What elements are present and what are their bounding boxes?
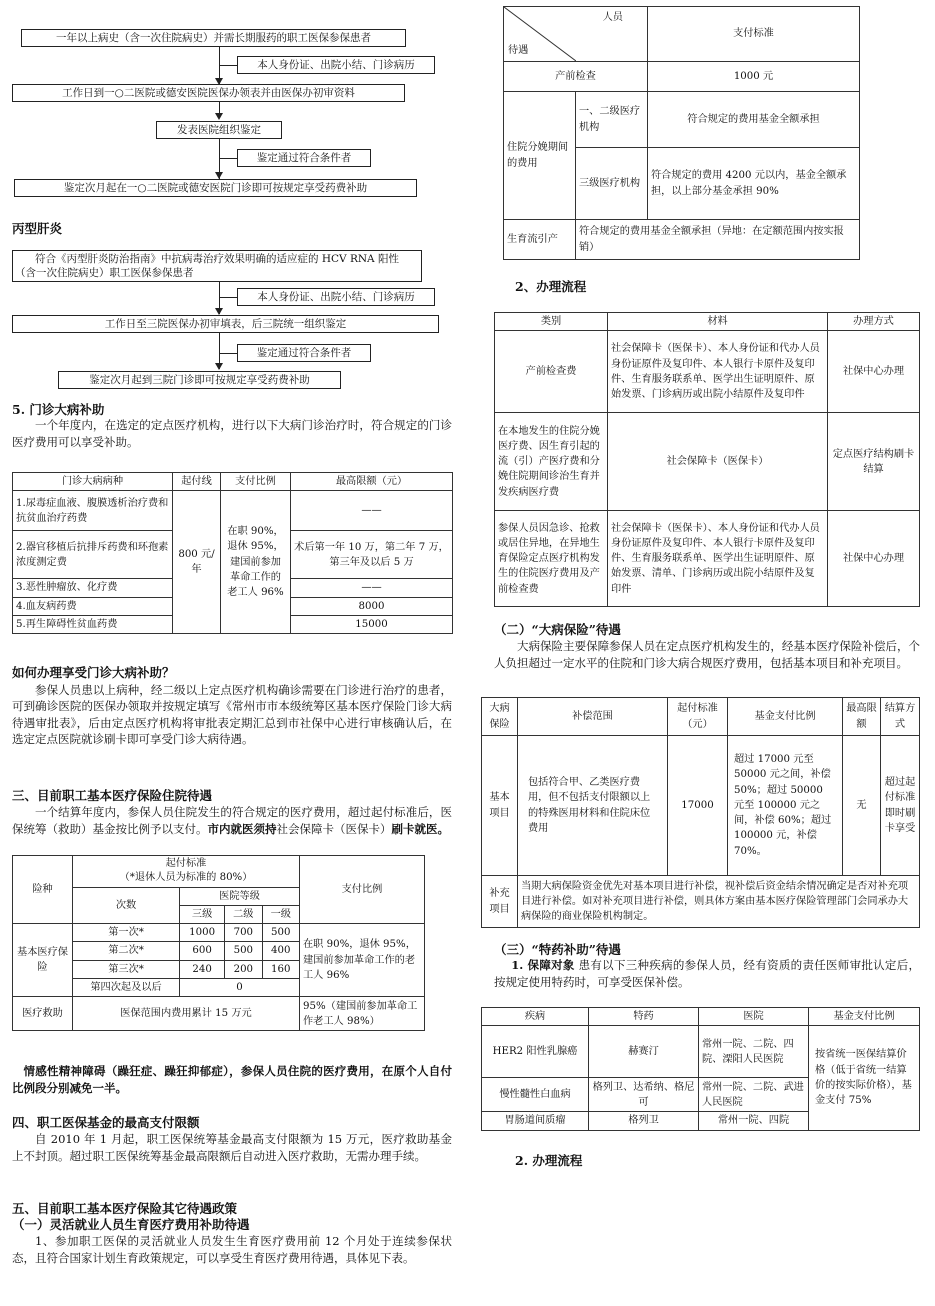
t3-corner [504,7,648,62]
t6-r3-hosp: 常州一院、四院 [699,1112,809,1130]
flow1-pass: 鉴定通过符合条件者 [237,149,371,167]
t4-h-type: 类别 [495,313,608,331]
t5-r1a: 基本项目 [482,736,518,876]
s3-text1: 一个结算年度内，参保人员住院发生的符合规定的医疗费用，超过起付标准后，医保统筹（救助）基金按比例予以支付。 [12,805,452,836]
s3-text-bold1: 市内就医须持 [207,821,277,836]
t2-relief-ratio: 95%（建国前参加革命工作老工人 98%） [300,997,425,1031]
flow1-step4: 鉴定次月起在一○二医院或德安医院门诊即可按规定享受药费补助 [14,179,417,197]
t6-r2-disease: 慢性髓性白血病 [482,1078,589,1112]
t4-r3b: 社会保障卡（医保卡）、本人身份证和代办人员身份证原件及复印件、本人银行卡原件及复印件、生育服务联系单、医学出生证明原件、原始发票、清单、门诊病历或出院小结原件及复印件 [608,511,828,607]
t5-h5: 结算方式 [881,698,920,736]
t2-h-qifu-a: 起付标准 [165,858,207,869]
s5b-sub: （一）灵活就业人员生育医疗费用补助待遇 [12,1217,250,1232]
t6-h1: 特药 [589,1008,699,1026]
t5-r1c: 17000 [668,736,728,876]
outpatient-table [12,472,453,634]
t2-h-qifu [73,856,300,888]
s3-text [12,804,452,837]
s3-text-bold2: 刷卡就医。 [391,821,449,836]
s2-text: 大病保险主要保障参保人员在定点医疗机构发生的，经基本医疗保险补偿后，个人负担超过一定水平的住院和门诊大病合规医疗费用，包括基本项目和补充项目。 [494,639,920,670]
t2-row3-count: 第三次* [73,960,180,978]
t2-h-l3: 三级 [180,905,225,923]
t3-corner-bot: 待遇 [508,44,529,56]
t6-r3-drug: 格列卫 [589,1112,699,1130]
s3b-lead: 1. 保障对象 [511,958,575,972]
hepc-materials: 本人身份证、出院小结、门诊病历 [237,288,435,306]
t6-r1-hosp: 常州一院、二院、四院、溧阳人民医院 [699,1026,809,1078]
flow1-step3: 发表医院组织鉴定 [156,121,282,139]
t6-h2: 医院 [699,1008,809,1026]
proc1-title: 2、办理流程 [515,279,587,294]
s3b-title: （三）“特药补助”待遇 [494,942,621,957]
t1-h-qifu: 起付线 [173,473,221,491]
t5-r1e: 无 [843,736,881,876]
flow1-step1: 一年以上病史（含一次住院病史）并需长期服药的职工医保参保患者 [21,29,406,47]
s3b-text [494,957,920,990]
special-drug-table [481,1007,920,1131]
t2-row1-l1: 500 [262,924,299,942]
t5-h1: 补偿范围 [518,698,668,736]
t2-row4-value: 0 [180,979,300,997]
t6-r2-hosp: 常州一院、二院、武进人民医院 [699,1078,809,1112]
t1-m1: —— [291,491,453,531]
s4-text: 自 2010 年 1 月起，职工医保统筹基金最高支付限额为 15 万元，医疗救助基金上不封顶。超过职工医保统筹基金最高限额后自动进入医疗救助，无需办理手续。 [12,1132,452,1163]
t1-qifu: 800 元/年 [173,491,221,634]
t3-r2a: 住院分娩期间的费用 [504,92,576,220]
t1-r5: 5.再生障碍性贫血药费 [13,615,173,633]
t6-h3: 基金支付比例 [809,1008,920,1026]
t2-ratio: 在职 90%，退休 95%，建国前参加革命工作的老工人 96% [300,924,425,997]
mental-note: 情感性精神障碍（躁狂症、躁狂抑郁症），参保人员住院的医疗费用，在原个人自付比例段分别减免一半。 [12,1064,452,1095]
t3-r1b: 1000 元 [648,62,860,92]
t3-r3b: 符合规定的费用基金全额承担（异地：在定额范围内按实报销） [576,220,860,260]
t1-h-max: 最高限额（元） [291,473,453,491]
t2-row2-l3: 600 [180,942,225,960]
t6-r1-disease: HER2 阳性乳腺癌 [482,1026,589,1078]
t2-row1-l3: 1000 [180,924,225,942]
hepc-pass: 鉴定通过符合条件者 [237,344,371,362]
hepc-step1-line2: （含一次住院病史）职工医保参保患者 [15,267,194,279]
t1-r2: 2.器官移植后抗排斥药费和环孢素浓度测定费 [13,531,173,579]
t4-r1b: 社会保障卡（医保卡）、本人身份证和代办人员身份证原件及复印件、本人银行卡原件及复印件、生育服务联系单、医学出生证明原件、原始发票、门诊病历或出院小结原件及复印件 [608,331,828,413]
t2-h-type: 险种 [13,856,73,924]
t2-h-count: 次数 [73,887,180,924]
s2-title: （二）“大病保险”待遇 [494,622,621,637]
t4-h-material: 材料 [608,313,828,331]
t1-r1: 1.尿毒症血液、腹膜透析治疗费和抗贫血治疗药费 [13,491,173,531]
procedure-table [494,312,920,607]
t2-row2-count: 第二次* [73,942,180,960]
t3-r2c1: 符合规定的费用基金全额承担 [648,92,860,148]
t5-h0: 大病保险 [482,698,518,736]
t5-r1d: 超过 17000 元至 50000 元之间，补偿 50%；超过 50000 元至 100000 元之间，补偿 60%；超过 100000 元，补偿 70%。 [728,736,843,876]
flow1-materials: 本人身份证、出院小结、门诊病历 [237,56,435,74]
howto-title: 如何办理享受门诊大病补助？ [12,665,175,680]
t3-r2c2: 符合规定的费用 4200 元以内，基金全额承担，以上部分基金承担 90% [648,148,860,220]
t5-r2a: 补充项目 [482,876,518,928]
t4-r2a: 在本地发生的住院分娩医疗费、因生育引起的流（引）产医疗费和分娩住院期间诊治生育并发疾病医疗费 [495,413,608,511]
t1-h-ratio: 支付比例 [221,473,291,491]
t3-corner-top: 人员 [602,12,623,23]
t2-row3-l3: 240 [180,960,225,978]
flow1-step2: 工作日到一○二医院或德安医院医保办领表并由医保办初审资料 [12,84,405,102]
t2-relief: 医疗救助 [13,997,73,1031]
hepc-title: 丙型肝炎 [12,221,63,236]
s3-title: 三、目前职工基本医疗保险住院待遇 [12,788,213,803]
hepc-step1-line1: 符合《丙型肝炎防治指南》中抗病毒治疗效果明确的适应症的 HCV RNA 阳性 [35,253,399,265]
t4-r3c: 社保中心办理 [828,511,920,607]
s5-text: 一个年度内，在选定的定点医疗机构，进行以下大病门诊治疗时，符合规定的门诊医疗费用可以享受补助。 [12,418,452,449]
t5-h3: 基金支付比例 [728,698,843,736]
t3-r3a: 生育流引产 [504,220,576,260]
t2-row1-l2: 700 [225,924,262,942]
t1-ratio: 在职 90%，退休 95%，建国前参加革命工作的老工人 96% [221,491,291,634]
t2-row3-l2: 200 [225,960,262,978]
t1-m4: 8000 [291,597,453,615]
t3-h: 支付标准 [648,7,860,62]
t4-r1a: 产前检查费 [495,331,608,413]
t1-r3: 3.恶性肿瘤放、化疗费 [13,579,173,597]
t5-r1b: 包括符合甲、乙类医疗费用，但不包括支付限额以上的特殊医用材料和住院床位费用 [518,736,668,876]
t2-relief-std: 医保范围内费用累计 15 万元 [73,997,300,1031]
t2-row2-l1: 400 [262,942,299,960]
s3b-body: 患有以下三种疾病的参保人员，经有资质的责任医师审批认定后，按规定使用特药时，可享受医保补偿。 [494,958,920,989]
t6-r2-drug: 格列卫、达希纳、格尼可 [589,1078,699,1112]
hepc-step2: 工作日至三院医保办初审填表，后三院统一组织鉴定 [12,315,439,333]
t2-row3-l1: 160 [262,960,299,978]
t2-row1-count: 第一次* [73,924,180,942]
t2-h-l2: 二级 [225,905,262,923]
s3-text2: 社会保障卡（医保卡） [276,821,392,836]
t2-basic: 基本医疗保险 [13,924,73,997]
t4-r2c: 定点医疗结构刷卡结算 [828,413,920,511]
s4-title: 四、职工医保基金的最高支付限额 [12,1115,200,1130]
t1-m2: 术后第一年 10 万，第二年 7 万，第三年及以后 5 万 [291,531,453,579]
s5-title: 5. 门诊大病补助 [12,402,105,417]
t1-h-disease: 门诊大病病种 [13,473,173,491]
t3-r2b2: 三级医疗机构 [576,148,648,220]
t1-r4: 4.血友病药费 [13,597,173,615]
t4-r3a: 参保人员因急诊、抢救或居住异地，在异地生育保险定点医疗机构发生的住院医疗费用及产前检查费 [495,511,608,607]
s5b-text: 1、参加职工医保的灵活就业人员发生生育医疗费用前 12 个月处于连续参保状态，且符合国家计划生育政策规定，可以享受生育医疗费用待遇，具体见下表。 [12,1234,452,1265]
t6-ratio: 按省统一医保结算价格（低于省统一结算价的按实际价格），基金支付 75% [809,1026,920,1130]
inpatient-table [12,855,425,1031]
critical-illness-table [481,697,920,928]
t2-row4-count: 第四次起及以后 [73,979,180,997]
t1-m5: 15000 [291,615,453,633]
t2-h-ratio: 支付比例 [300,856,425,924]
t6-r3-disease: 胃肠道间质瘤 [482,1112,589,1130]
s5b-title: 五、目前职工基本医疗保险其它待遇政策 [12,1201,238,1216]
t4-r1c: 社保中心办理 [828,331,920,413]
t5-r1f: 超过起付标准即时刷卡享受 [881,736,920,876]
t6-r1-drug: 赫赛汀 [589,1026,699,1078]
t3-r1a: 产前检查 [504,62,648,92]
t2-h-level: 医院等级 [180,887,300,905]
t4-h-method: 办理方式 [828,313,920,331]
t5-h2: 起付标准（元） [668,698,728,736]
t2-row2-l2: 500 [225,942,262,960]
hepc-step3: 鉴定次月起到三院门诊即可按规定享受药费补助 [58,371,341,389]
proc2-title: 2. 办理流程 [515,1153,583,1168]
t5-h4: 最高限额 [843,698,881,736]
t4-r2b: 社会保障卡（医保卡） [608,413,828,511]
howto-text: 参保人员患以上病种，经二级以上定点医疗机构确诊需要在门诊进行治疗的患者，可到确诊医院的医保办领取并按规定填写《常州市市本级统筹区基本医疗保险门诊大病待遇审批表》，后由定点医疗机构将审批表定期汇总到市社保中心进行审核确认后，在选定定点医院就诊刷卡即可享受门诊大病待遇。 [12,683,452,746]
t2-h-qifu-b: （*退休人员为标准的 80%） [119,872,253,884]
t6-h0: 疾病 [482,1008,589,1026]
t2-h-l1: 一级 [262,905,299,923]
hepc-step1 [12,250,422,282]
t3-r2b1: 一、二级医疗机构 [576,92,648,148]
t1-m3: —— [291,579,453,597]
t5-r2b: 当期大病保险资金优先对基本项目进行补偿，视补偿后资金结余情况确定是否对补充项目进行补偿。如对补充项目进行补偿，则具体方案由基本医疗保险管理部门会同承办大病保险的商业保险机构制定。 [518,876,920,928]
maternity-table [503,6,860,260]
